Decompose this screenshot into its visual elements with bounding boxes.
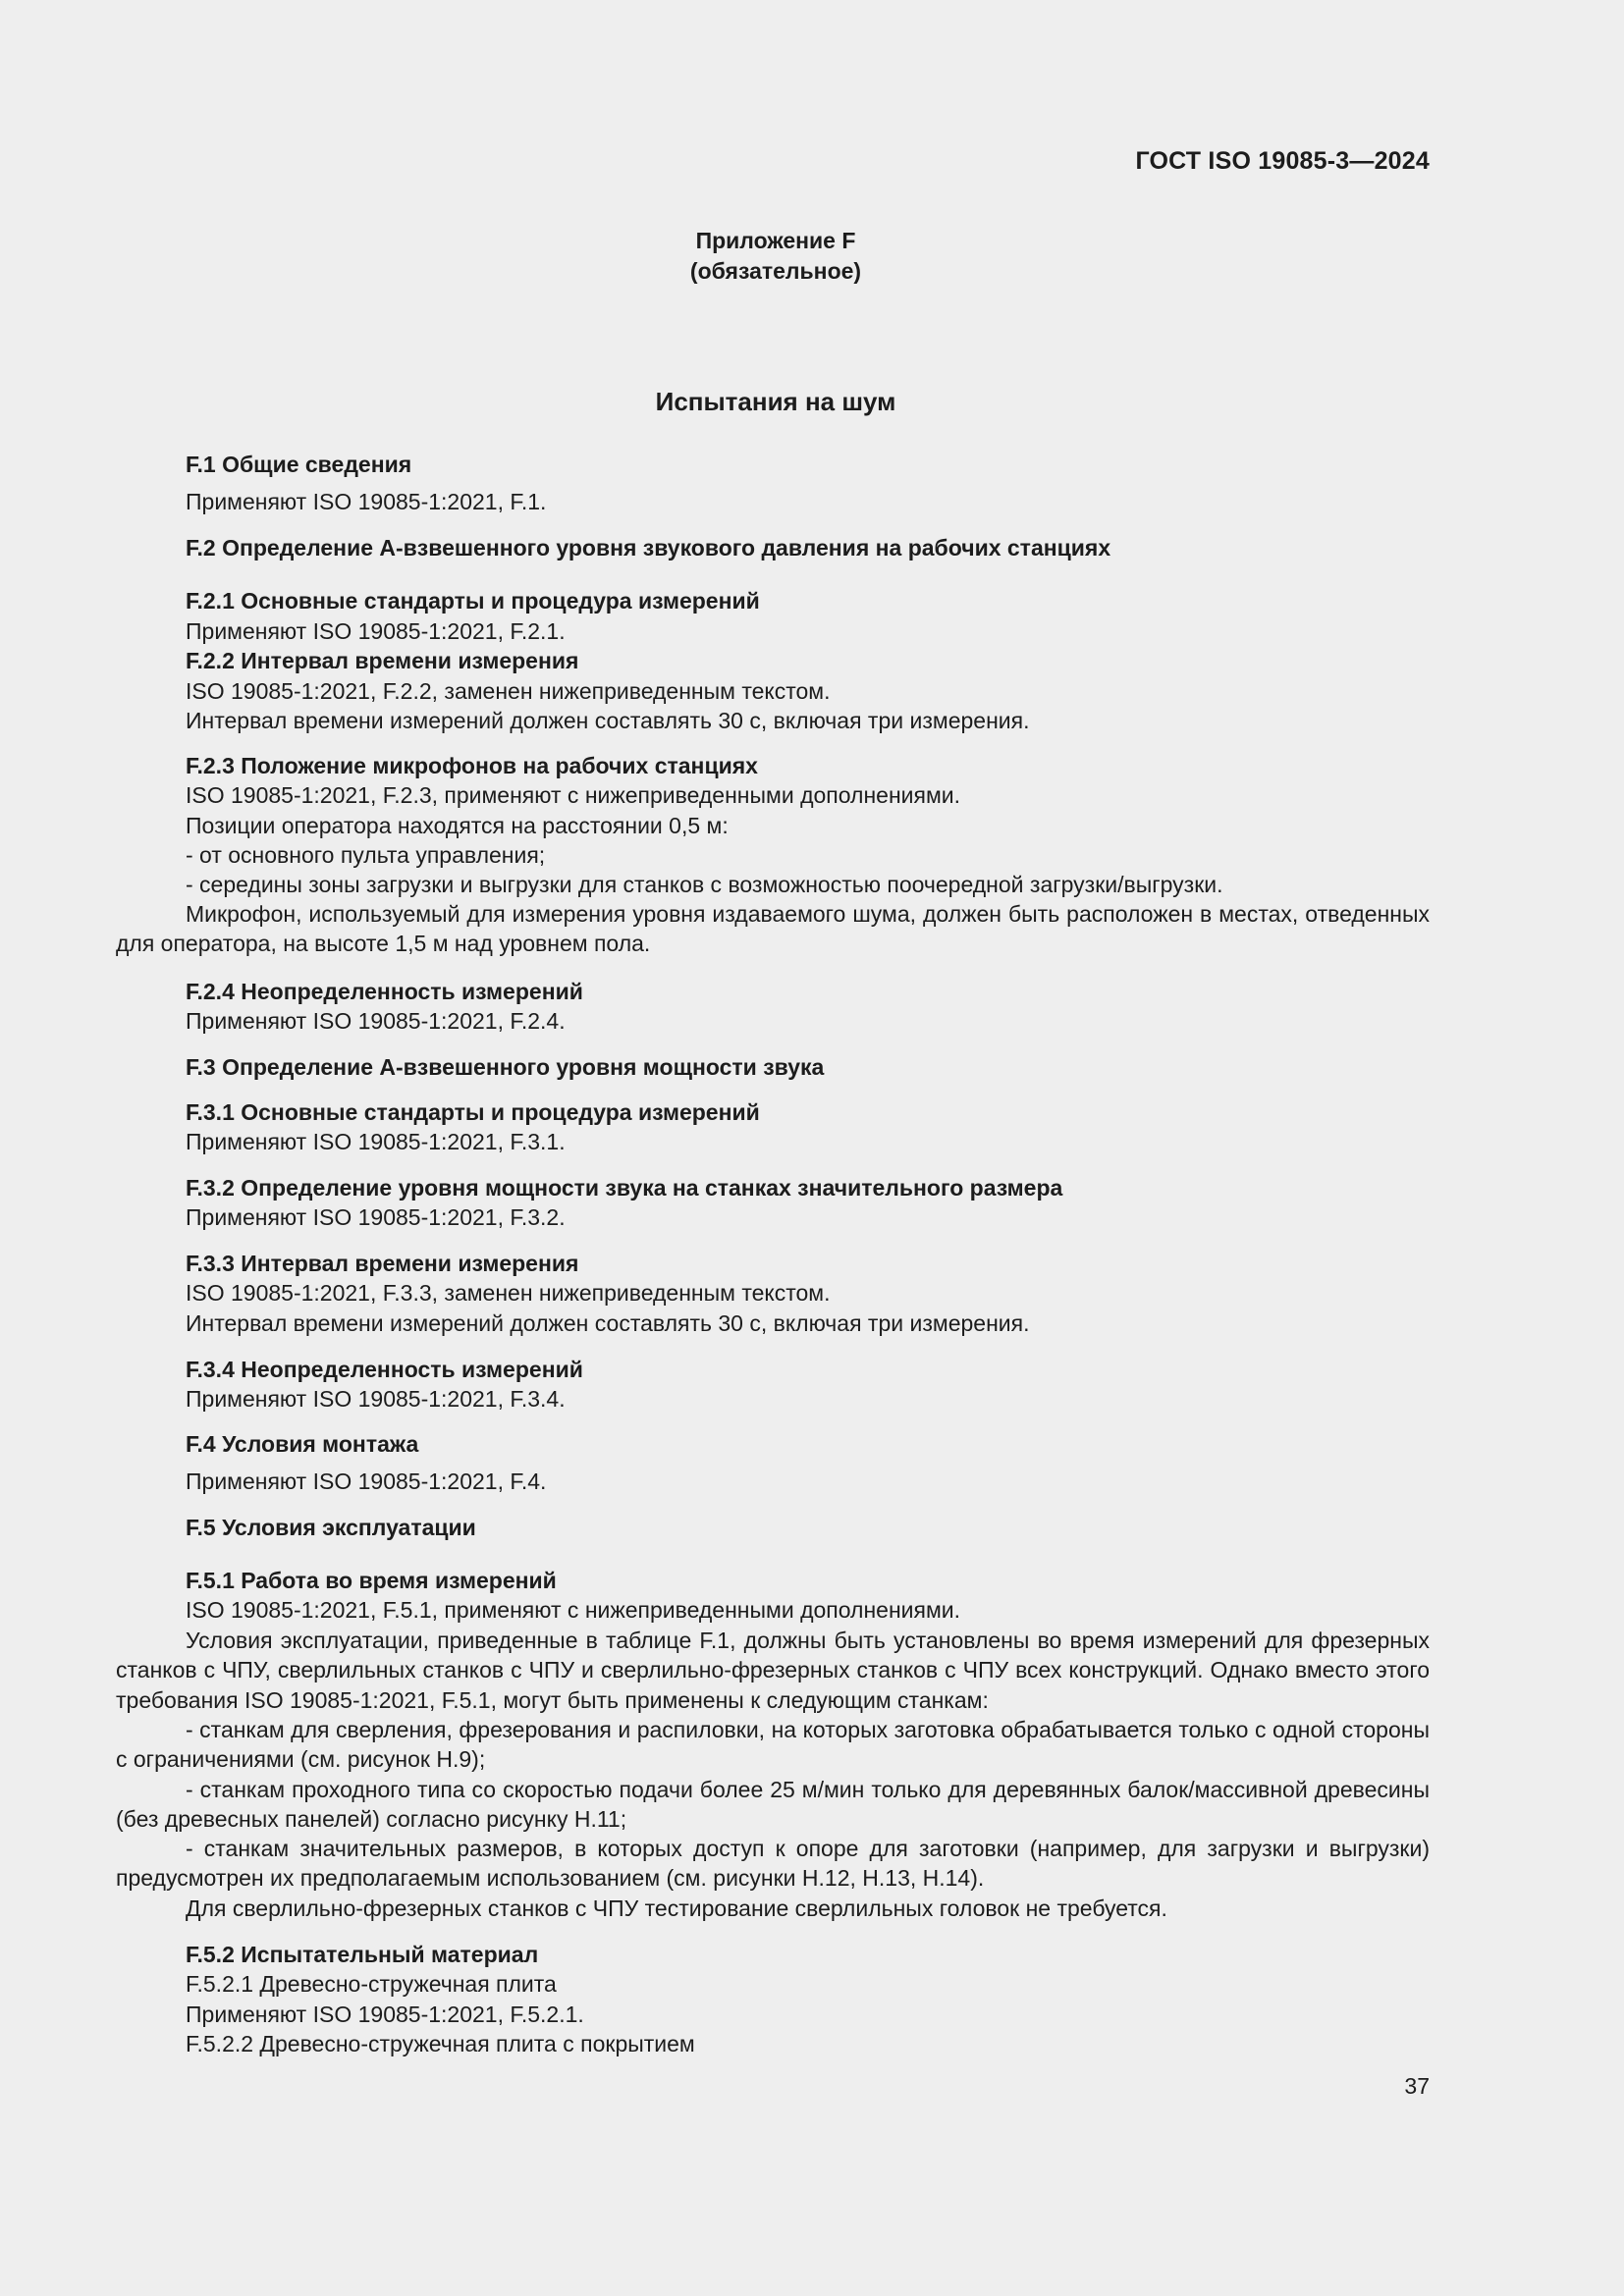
heading-f34: F.3.4 Неопределенность измерений bbox=[186, 1357, 583, 1382]
text-f23-line3: - от основного пульта управления; bbox=[186, 842, 546, 868]
heading-f31: F.3.1 Основные стандарты и процедура измерений bbox=[186, 1099, 760, 1125]
text-f21: Применяют ISO 19085-1:2021, F.2.1. bbox=[186, 618, 566, 644]
heading-f4: F.4 Условия монтажа bbox=[186, 1431, 419, 1457]
text-f23-para: Микрофон, используемый для измерения уровня издаваемого шума, должен быть расположен в местах, отведенных для оператора, на высоте 1,5 м над уровнем пола. bbox=[116, 901, 1430, 957]
heading-f2: F.2 Определение А-взвешенного уровня звукового давления на рабочих станциях bbox=[186, 535, 1111, 561]
text-f52-line3: F.5.2.2 Древесно-стружечная плита с покрытием bbox=[186, 2031, 695, 2056]
text-f33-line1: ISO 19085-1:2021, F.3.3, заменен нижеприведенным текстом. bbox=[186, 1280, 831, 1306]
heading-f23: F.2.3 Положение микрофонов на рабочих станциях bbox=[186, 753, 758, 778]
text-f52-line1: F.5.2.1 Древесно-стружечная плита bbox=[186, 1971, 557, 1997]
main-title: Испытания на шум bbox=[655, 387, 896, 416]
text-f23-line2: Позиции оператора находятся на расстоянии 0,5 м: bbox=[186, 813, 729, 838]
text-f52-line2: Применяют ISO 19085-1:2021, F.5.2.1. bbox=[186, 2002, 584, 2027]
text-f22-line1: ISO 19085-1:2021, F.2.2, заменен нижеприведенным текстом. bbox=[186, 678, 831, 704]
annex-status: (обязательное) bbox=[689, 258, 862, 284]
heading-f22: F.2.2 Интервал времени измерения bbox=[186, 648, 579, 673]
text-f24: Применяют ISO 19085-1:2021, F.2.4. bbox=[186, 1008, 566, 1034]
heading-f52: F.5.2 Испытательный материал bbox=[186, 1942, 539, 1967]
text-f51-para1: Условия эксплуатации, приведенные в таблице F.1, должны быть установлены во время измерений для фрезерных станков с ЧПУ, сверлильных станков с ЧПУ и сверлильно-фрезерных станков с ЧПУ всех конструкций. Однако вместо этого требования ISO 19085-1:2021, F.5.1, могут быть применены к следующим станкам: bbox=[116, 1628, 1430, 1713]
text-f51-line1: ISO 19085-1:2021, F.5.1, применяют с нижеприведенными дополнениями. bbox=[186, 1597, 960, 1623]
text-f31: Применяют ISO 19085-1:2021, F.3.1. bbox=[186, 1129, 566, 1154]
heading-f3: F.3 Определение А-взвешенного уровня мощности звука bbox=[186, 1054, 825, 1080]
text-f33-line2: Интервал времени измерений должен составлять 30 с, включая три измерения. bbox=[186, 1310, 1030, 1336]
document-id: ГОСТ ISO 19085-3—2024 bbox=[1135, 147, 1430, 175]
text-f51-item1: - станкам для сверления, фрезерования и распиловки, на которых заготовка обрабатывается только с одной стороны с ограничениями (см. рисунок Н.9); bbox=[116, 1717, 1430, 1773]
heading-f51: F.5.1 Работа во время измерений bbox=[186, 1568, 557, 1593]
text-f4: Применяют ISO 19085-1:2021, F.4. bbox=[186, 1468, 547, 1494]
text-f1: Применяют ISO 19085-1:2021, F.1. bbox=[186, 489, 547, 514]
text-f51-para2: Для сверлильно-фрезерных станков с ЧПУ тестирование сверлильных головок не требуется. bbox=[186, 1896, 1167, 1921]
heading-f24: F.2.4 Неопределенность измерений bbox=[186, 979, 583, 1004]
text-f23-line1: ISO 19085-1:2021, F.2.3, применяют с нижеприведенными дополнениями. bbox=[186, 782, 960, 808]
heading-f33: F.3.3 Интервал времени измерения bbox=[186, 1251, 579, 1276]
text-f22-line2: Интервал времени измерений должен составлять 30 с, включая три измерения. bbox=[186, 708, 1030, 733]
text-f51-item3: - станкам значительных размеров, в которых доступ к опоре для заготовки (например, для загрузки и выгрузки) предусмотрен их предполагаемым использованием (см. рисунки Н.12, Н.13, Н.14). bbox=[116, 1836, 1430, 1892]
text-f34: Применяют ISO 19085-1:2021, F.3.4. bbox=[186, 1386, 566, 1412]
text-f51-item2: - станкам проходного типа со скоростью подачи более 25 м/мин только для деревянных балок/массивной древесины (без древесных панелей) согласно рисунку Н.11; bbox=[116, 1777, 1430, 1833]
annex-title: Приложение F bbox=[695, 228, 856, 253]
text-f32: Применяют ISO 19085-1:2021, F.3.2. bbox=[186, 1204, 566, 1230]
heading-f1: F.1 Общие сведения bbox=[186, 452, 412, 477]
heading-f5: F.5 Условия эксплуатации bbox=[186, 1515, 476, 1540]
text-f23-line4: - середины зоны загрузки и выгрузки для станков с возможностью поочередной загрузки/выгрузки. bbox=[186, 872, 1223, 897]
page-number: 37 bbox=[1404, 2073, 1430, 2099]
heading-f21: F.2.1 Основные стандарты и процедура измерений bbox=[186, 588, 760, 614]
heading-f32: F.3.2 Определение уровня мощности звука на станках значительного размера bbox=[186, 1175, 1063, 1201]
